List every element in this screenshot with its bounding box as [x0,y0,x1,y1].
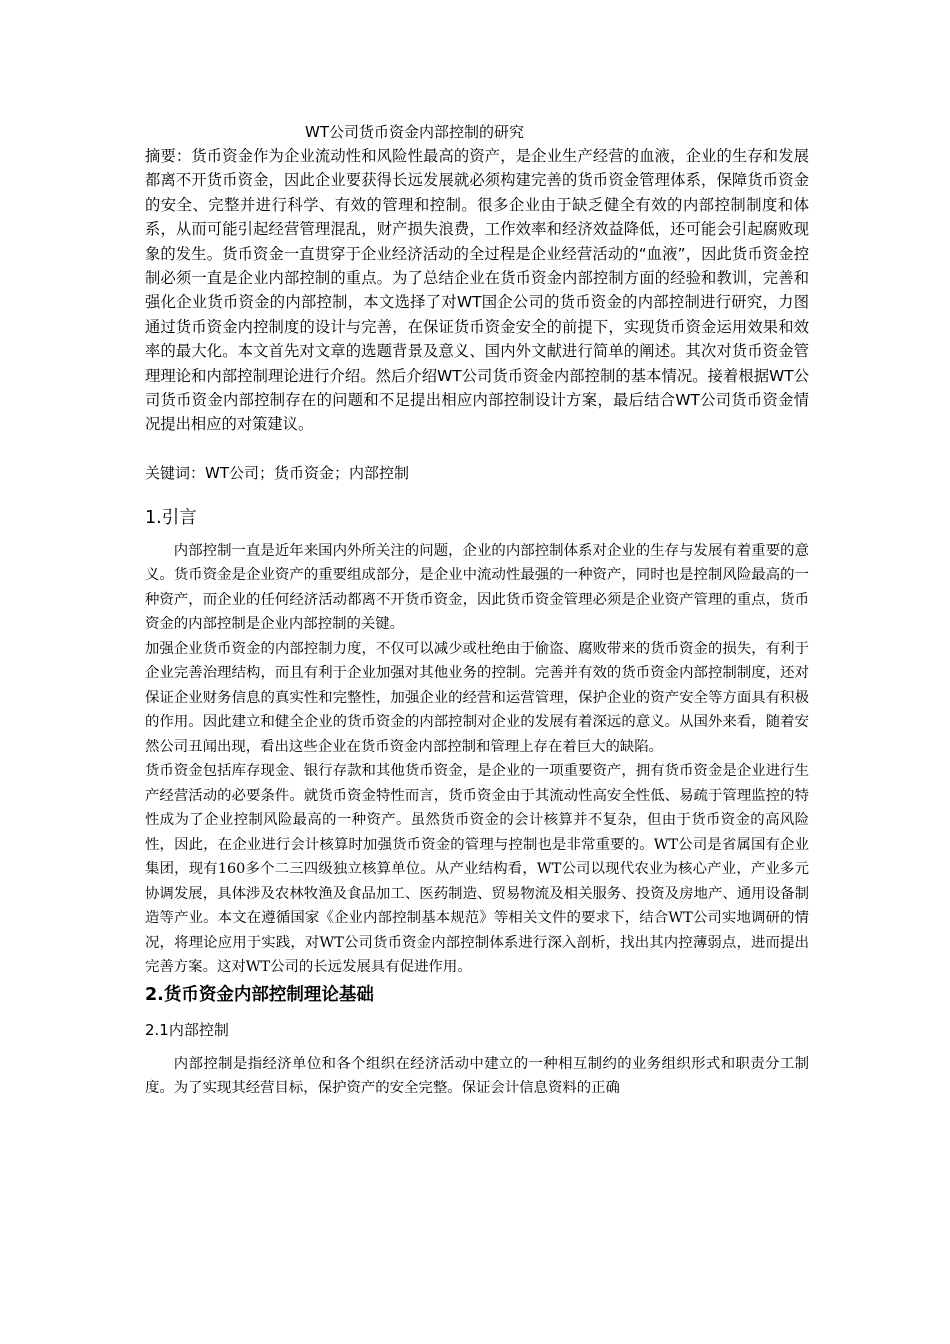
section-2-heading: 2.货币资金内部控制理论基础 [145,984,374,1005]
abstract: 摘要：货币资金作为企业流动性和风险性最高的资产，是企业生产经营的血液，企业的生存和发展都离不开货币资金，因此企业要获得长远发展就必须构建完善的货币资金管理体系，保障货币资金的安全、完整并进行科学、有效的管理和控制。很多企业由于缺乏健全有效的内部控制制度和体系，从而可能引起经营管理混乱，财产损失浪费，工作效率和经济效益降低，还可能会引起腐败现象的发生。货币资金一直贯穿于企业经济活动的全过程是企业经营活动的“血液”，因此货币资金控制必须一直是企业内部控制的重点。为了总结企业在货币资金内部控制方面的经验和教训，完善和强化企业货币资金的内部控制，本文选择了对WT国企公司的货币资金的内部控制进行研究，力图通过货币资金内控制度的设计与完善，在保证货币资金安全的前提下，实现货币资金运用效果和效率的最大化。本文首先对文章的选题背景及意义、国内外文献进行简单的阐述。其次对货币资金管理理论和内部控制理论进行介绍。然后介绍WT公司货币资金内部控制的基本情况。接着根据WT公司货币资金内部控制存在的问题和不足提出相应内部控制设计方案，最后结合WT公司货币资金情况提出相应的对策建议。 [145,147,809,434]
keywords: 关键词：WT公司；货币资金；内部控制 [145,463,409,482]
paper-title: WT公司货币资金内部控制的研究 [305,123,524,141]
document-page [145,120,809,1101]
section-2-1-heading: 2.1内部控制 [145,1020,229,1039]
section-1-paragraph-3: 货币资金包括库存现金、银行存款和其他货币资金，是企业的一项重要资产，拥有货币资金是企业进行生产经营活动的必要条件。就货币资金特性而言，货币资金由于其流动性高安全性低、易疏于管理监控的特性成为了企业控制风险最高的一种资产。虽然货币资金的会计核算并不复杂，但由于货币资金的高风险性，因此，在企业进行会计核算时加强货币资金的管理与控制也是非常重要的。WT公司是省属国有企业集团，现有160多个二三四级独立核算单位。从产业结构看，WT公司以现代农业为核心产业，产业多元协调发展，具体涉及农林牧渔及食品加工、医药制造、贸易物流及相关服务、投资及房地产、通用设备制造等产业。本文在遵循国家《企业内部控制基本规范》等相关文件的要求下，结合WT公司实地调研的情况，将理论应用于实践，对WT公司货币资金内部控制体系进行深入剖析，找出其内控薄弱点，进而提出完善方案。这对WT公司的长远发展具有促进作用。 [145,763,809,976]
section-1-heading: 1.引言 [145,507,197,528]
section-2-1-paragraph: 内部控制是指经济单位和各个组织在经济活动中建立的一种相互制约的业务组织形式和职责分工制度。为了实现其经营目标，保护资产的安全完整。保证会计信息资料的正确 [145,1055,809,1097]
section-1-paragraph-1: 内部控制一直是近年来国内外所关注的问题，企业的内部控制体系对企业的生存与发展有着重要的意义。货币资金是企业资产的重要组成部分，是企业中流动性最强的一种资产，同时也是控制风险最高的一种资产，而企业的任何经济活动都离不开货币资金，因此货币资金管理必须是企业资产管理的重点，货币资金的内部控制是企业内部控制的关键。 [145,542,809,633]
section-1-paragraph-2: 加强企业货币资金的内部控制力度，不仅可以减少或杜绝由于偷盗、腐败带来的货币资金的损失，有利于企业完善治理结构，而且有利于企业加强对其他业务的控制。完善并有效的货币资金内部控制制度，还对保证企业财务信息的真实性和完整性，加强企业的经营和运营管理，保护企业的资产安全等方面具有积极的作用。因此建立和健全企业的货币资金的内部控制对企业的发展有着深远的意义。从国外来看，随着安然公司丑闻出现，看出这些企业在货币资金内部控制和管理上存在着巨大的缺陷。 [145,640,809,755]
